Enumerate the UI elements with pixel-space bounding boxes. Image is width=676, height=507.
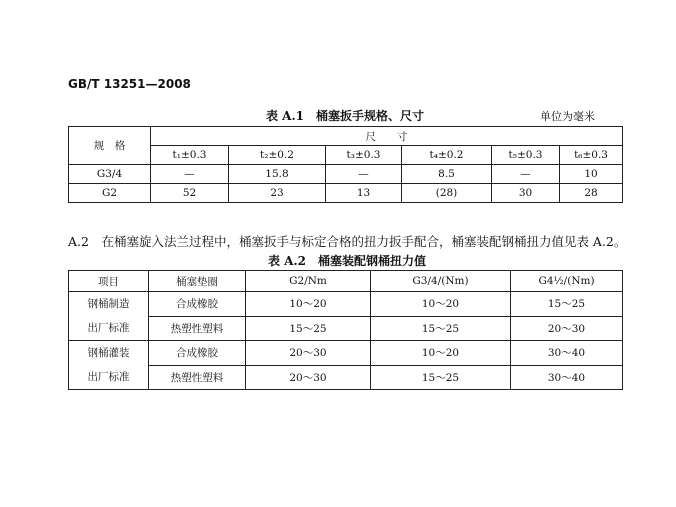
- table-a2: [68, 270, 623, 390]
- table-cell: 15～25: [371, 365, 511, 390]
- column-header: t₄±0.2: [402, 146, 492, 165]
- table-row: [69, 341, 623, 366]
- column-header: t₆±0.3: [560, 146, 623, 165]
- column-header: t₁±0.3: [151, 146, 229, 165]
- gasket-cell: 合成橡胶: [149, 341, 246, 366]
- paragraph-a2: A.2 在桶塞旋入法兰过程中，桶塞扳手与标定合格的扭力扳手配合，桶塞装配钢桶扭力值见表 A.2。: [68, 234, 627, 249]
- column-header: t₃±0.3: [326, 146, 402, 165]
- column-header: G2/Nm: [246, 271, 371, 292]
- gasket-cell: 合成橡胶: [149, 292, 246, 317]
- group-label-line: 出厂标准: [87, 322, 130, 334]
- table-cell: —: [151, 165, 229, 184]
- standard-number: GB/T 13251—2008: [68, 77, 191, 91]
- table-cell: —: [492, 165, 560, 184]
- gasket-cell: 热塑性塑料: [149, 365, 246, 390]
- table-cell: 15～25: [371, 316, 511, 341]
- group-label-line: 钢桶制造: [87, 298, 130, 310]
- column-header: t₅±0.3: [492, 146, 560, 165]
- table-cell: 30: [492, 184, 560, 203]
- table-cell: 15～25: [511, 292, 623, 317]
- table-cell: 28: [560, 184, 623, 203]
- table-cell: —: [326, 165, 402, 184]
- table-cell: 52: [151, 184, 229, 203]
- table2-caption: 表 A.2 桶塞装配钢桶扭力值: [268, 254, 427, 268]
- table-cell: 10: [560, 165, 623, 184]
- group-label-line: 钢桶灌装: [87, 347, 130, 359]
- group-header-dimensions: 尺 寸: [151, 127, 623, 146]
- column-header: 项目: [69, 271, 149, 292]
- group-label: [69, 341, 149, 390]
- table-row: [69, 316, 623, 341]
- column-header: G3/4/(Nm): [371, 271, 511, 292]
- table-cell: 8.5: [402, 165, 492, 184]
- table-a1: [68, 126, 623, 203]
- table-cell: 15.8: [229, 165, 326, 184]
- table-cell: (28): [402, 184, 492, 203]
- table1-caption: 表 A.1 桶塞扳手规格、尺寸: [266, 109, 425, 123]
- table-cell: 30～40: [511, 365, 623, 390]
- group-label: [69, 292, 149, 341]
- table-cell: 20～30: [246, 365, 371, 390]
- table-cell: 23: [229, 184, 326, 203]
- table-cell: 10～20: [371, 292, 511, 317]
- row-label: G3/4: [69, 165, 151, 184]
- table-cell: 30～40: [511, 341, 623, 366]
- table-cell: 13: [326, 184, 402, 203]
- column-header: 桶塞垫圈: [149, 271, 246, 292]
- table-cell: 10～20: [371, 341, 511, 366]
- group-label-line: 出厂标准: [87, 371, 130, 383]
- table-row: [69, 292, 623, 317]
- table-cell: 15～25: [246, 316, 371, 341]
- column-header: t₂±0.2: [229, 146, 326, 165]
- table-row: [69, 165, 623, 184]
- table-cell: 20～30: [246, 341, 371, 366]
- gasket-cell: 热塑性塑料: [149, 316, 246, 341]
- table-row: [69, 184, 623, 203]
- row-header-spec: 规 格: [69, 127, 151, 165]
- table-cell: 10～20: [246, 292, 371, 317]
- column-header: G4½/(Nm): [511, 271, 623, 292]
- table-cell: 20～30: [511, 316, 623, 341]
- table-row: [69, 365, 623, 390]
- table1-unit: 单位为毫米: [540, 110, 595, 123]
- row-label: G2: [69, 184, 151, 203]
